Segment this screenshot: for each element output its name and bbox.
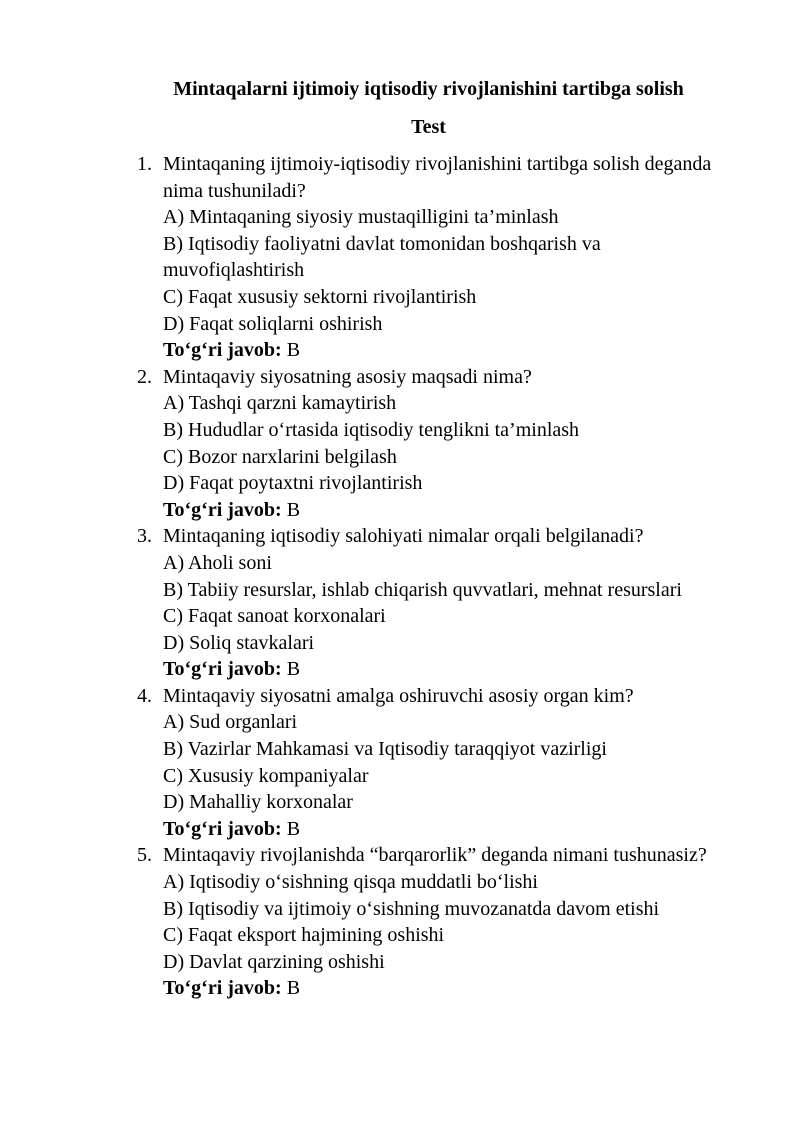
question-body	[163, 523, 743, 683]
question-3	[0, 523, 800, 683]
question-body	[163, 683, 743, 843]
question-text: Mintaqaning ijtimoiy-iqtisodiy rivojlanishini tartibga solish deganda nima tushuniladi?	[163, 153, 712, 202]
option-d: D) Soliq stavkalari	[163, 631, 315, 654]
answer-label: To‘g‘ri javob:	[163, 498, 282, 521]
question-5	[0, 842, 800, 1002]
correct-answer	[163, 337, 743, 364]
answer-value: B	[286, 339, 301, 362]
document-title: Mintaqalarni ijtimoiy iqtisodiy rivojlanishini tartibga solish	[173, 78, 684, 100]
option-a: A) Aholi soni	[163, 551, 272, 574]
option-a: A) Tashqi qarzni kamaytirish	[163, 392, 397, 415]
option-b: B) Vazirlar Mahkamasi va Iqtisodiy taraqqiyot vazirligi	[163, 738, 607, 761]
answer-label: To‘g‘ri javob:	[163, 977, 282, 1000]
question-number: 5.	[137, 844, 152, 867]
correct-answer	[163, 497, 743, 524]
answer-label: To‘g‘ri javob:	[163, 817, 282, 840]
answer-label: To‘g‘ri javob:	[163, 658, 282, 681]
question-text: Mintaqaviy rivojlanishda “barqarorlik” deganda nimani tushunasiz?	[163, 844, 707, 867]
option-d: D) Mahalliy korxonalar	[163, 791, 353, 814]
correct-answer	[163, 975, 743, 1002]
question-text: Mintaqaning iqtisodiy salohiyati nimalar orqali belgilanadi?	[163, 525, 644, 548]
question-body	[163, 364, 743, 524]
option-a: A) Iqtisodiy o‘sishning qisqa muddatli bo‘lishi	[163, 871, 538, 894]
question-body	[163, 151, 743, 364]
question-number: 2.	[137, 365, 152, 388]
option-a: A) Mintaqaning siyosiy mustaqilligini ta’minlash	[163, 206, 559, 229]
option-c: C) Bozor narxlarini belgilash	[163, 445, 397, 468]
option-b: B) Hududlar o‘rtasida iqtisodiy tenglikni ta’minlash	[163, 418, 580, 441]
question-1	[0, 151, 800, 364]
question-text: Mintaqaviy siyosatni amalga oshiruvchi asosiy organ kim?	[163, 684, 634, 707]
question-body	[163, 842, 743, 1002]
answer-value: B	[286, 658, 301, 681]
answer-value: B	[286, 977, 301, 1000]
document-subtitle: Test	[411, 116, 446, 138]
option-d: D) Faqat poytaxtni rivojlantirish	[163, 472, 423, 495]
question-number: 1.	[137, 153, 152, 175]
option-c: C) Faqat xususiy sektorni rivojlantirish	[163, 285, 477, 308]
correct-answer	[163, 656, 743, 683]
option-c: C) Faqat sanoat korxonalari	[163, 605, 386, 628]
question-4	[0, 683, 800, 843]
option-b: B) Iqtisodiy va ijtimoiy o‘sishning muvozanatda davom etishi	[163, 897, 660, 920]
option-b: B) Iqtisodiy faoliyatni davlat tomonidan boshqarish va muvofiqlashtirish	[163, 232, 601, 282]
option-a: A) Sud organlari	[163, 711, 298, 734]
answer-value: B	[286, 817, 301, 840]
option-d: D) Davlat qarzining oshishi	[163, 950, 385, 973]
question-list	[0, 151, 800, 1002]
option-c: C) Xususiy kompaniyalar	[163, 764, 369, 787]
question-2	[0, 364, 800, 524]
correct-answer	[163, 816, 743, 843]
question-number: 4.	[137, 684, 152, 707]
option-b: B) Tabiiy resurslar, ishlab chiqarish quvvatlari, mehnat resurslari	[163, 578, 682, 601]
option-c: C) Faqat eksport hajmining oshishi	[163, 924, 445, 947]
question-number: 3.	[137, 525, 152, 548]
option-d: D) Faqat soliqlarni oshirish	[163, 312, 383, 335]
answer-label: To‘g‘ri javob:	[163, 339, 282, 362]
answer-value: B	[286, 498, 301, 521]
question-text: Mintaqaviy siyosatning asosiy maqsadi nima?	[163, 365, 532, 388]
